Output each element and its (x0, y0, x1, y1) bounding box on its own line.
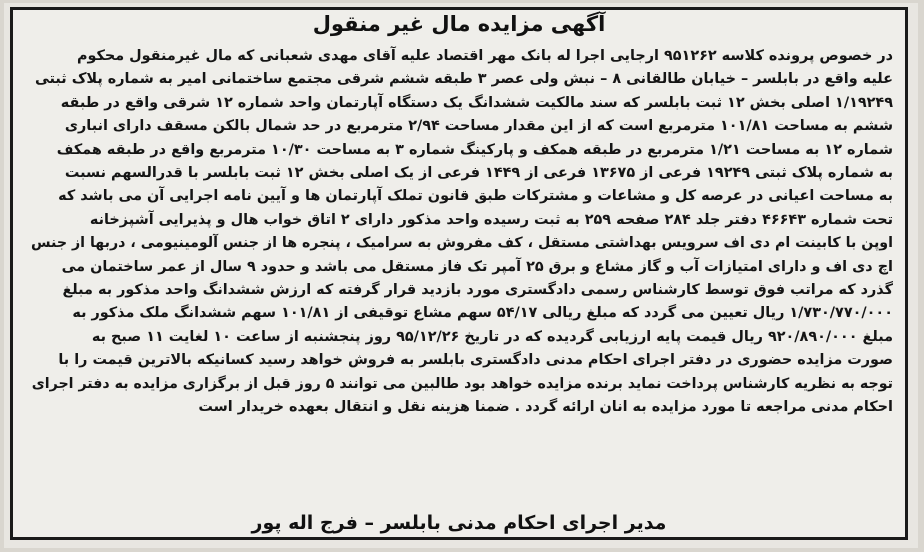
notice-line: به شماره پلاک ثبتی ۱۹۲۴۹ فرعی از ۱۳۶۷۵ فرعی از ۱۴۴۹ فرعی از یک اصلی بخش ۱۲ ثبت بابلسر با قدرالسهم نسبت (64, 165, 893, 182)
notice-line: توجه به نظریه کارشناس پرداخت نماید برنده مزایده خواهد بود طالبین می توانند ۵ روز قبل از برگزاری مزایده به دفتر اجرای (31, 375, 893, 392)
notice-signature: مدیر اجرای احکام مدنی بابلسر – فرج اله پور (251, 512, 667, 534)
notice-line: ششم به مساحت ۱۰۱/۸۱ مترمربع است که از این مقدار مساحت ۲/۹۴ مترمربع در حد شمال بالکن مسقف دارای انباری (64, 118, 893, 135)
notice-line: در خصوص پرونده کلاسه ۹۵۱۲۶۲ ارجایی اجرا له بانک مهر اقتصاد علیه آقای مهدی شعبانی که مال غیرمنقول محکوم (76, 48, 893, 64)
notice-frame (10, 7, 908, 540)
notice-line: اوپن با کابینت ام دی اف سرویس بهداشتی مستقل ، کف مفروش به سرامیک ، پنجره ها از جنس آلومینیومی ، دربها از جنس (30, 235, 893, 252)
notice-body (25, 45, 893, 420)
scanned-page (4, 3, 918, 548)
notice-line: ۱/۱۹۲۴۹ اصلی بخش ۱۲ ثبت بابلسر که سند مالکیت ششدانگ یک دستگاه آپارتمان واحد شماره ۱۲ شرقی واقع در طبقه (60, 94, 893, 111)
notice-line: علیه واقع در بابلسر – خیابان طالقانی ۸ – نبش ولی عصر ۳ طبقه ششم شرقی مجتمع ساختمانی امیر به شماره پلاک ثبتی (34, 71, 893, 88)
notice-line: گذرد که مراتب فوق توسط کارشناس رسمی دادگستری مورد بازدید قرار گرفته که ارزش ششدانگ واحد مذکور به مبلغ (62, 282, 893, 299)
notice-line: تحت شماره ۴۶۶۴۳ دفتر جلد ۲۸۴ صفحه ۲۵۹ به ثبت رسیده واحد مذکور دارای ۲ اتاق خواب هال و پذیرایی آشپزخانه (89, 211, 893, 228)
notice-line: به مساحت اعیانی در عرصه کل و مشاعات و مشترکات طبق قانون تملک آپارتمان ها و آیین نامه اجرایی آن می باشد که (58, 188, 893, 205)
notice-title: آگهی مزایده مال غیر منقول (312, 12, 606, 36)
notice-line: اچ دی اف و دارای امتیازات آب و گاز مشاع و برق ۲۵ آمپر تک فاز مستقل می باشد و حدود ۹ سال از عمر ساختمان می (61, 258, 893, 275)
notice-line: ۱/۷۳۰/۷۷۰/۰۰۰ ریال تعیین می گردد که مبلغ ریالی ۵۴/۱۷ سهم مشاع توقیفی از ۱۰۱/۸۱ سهم ششدانگ ملک مذکور به (72, 305, 893, 322)
notice-line: احکام مدنی مراجعه تا مورد مزایده به انان ارائه گردد . ضمنا هزینه نقل و انتقال بعهده خریدار است (198, 399, 893, 416)
notice-line: شماره ۱۲ به مساحت ۱/۲۱ مترمربع در طبقه همکف و پارکینگ شماره ۳ به مساحت ۱۰/۳۰ مترمربع واقع در طبقه همکف (56, 141, 893, 158)
notice-line: صورت مزایده حضوری در دفتر اجرای احکام مدنی دادگستری بابلسر به فروش خواهد رسید کسانیکه بالاترین قیمت را با (58, 352, 893, 369)
notice-line: مبلغ ۹۲۰/۸۹۰/۰۰۰ ریال قیمت پایه ارزیابی گردیده که در تاریخ ۹۵/۱۲/۲۶ روز پنجشنبه از ساعت ۱۰ لغایت ۱۱ صبح به (91, 328, 893, 345)
